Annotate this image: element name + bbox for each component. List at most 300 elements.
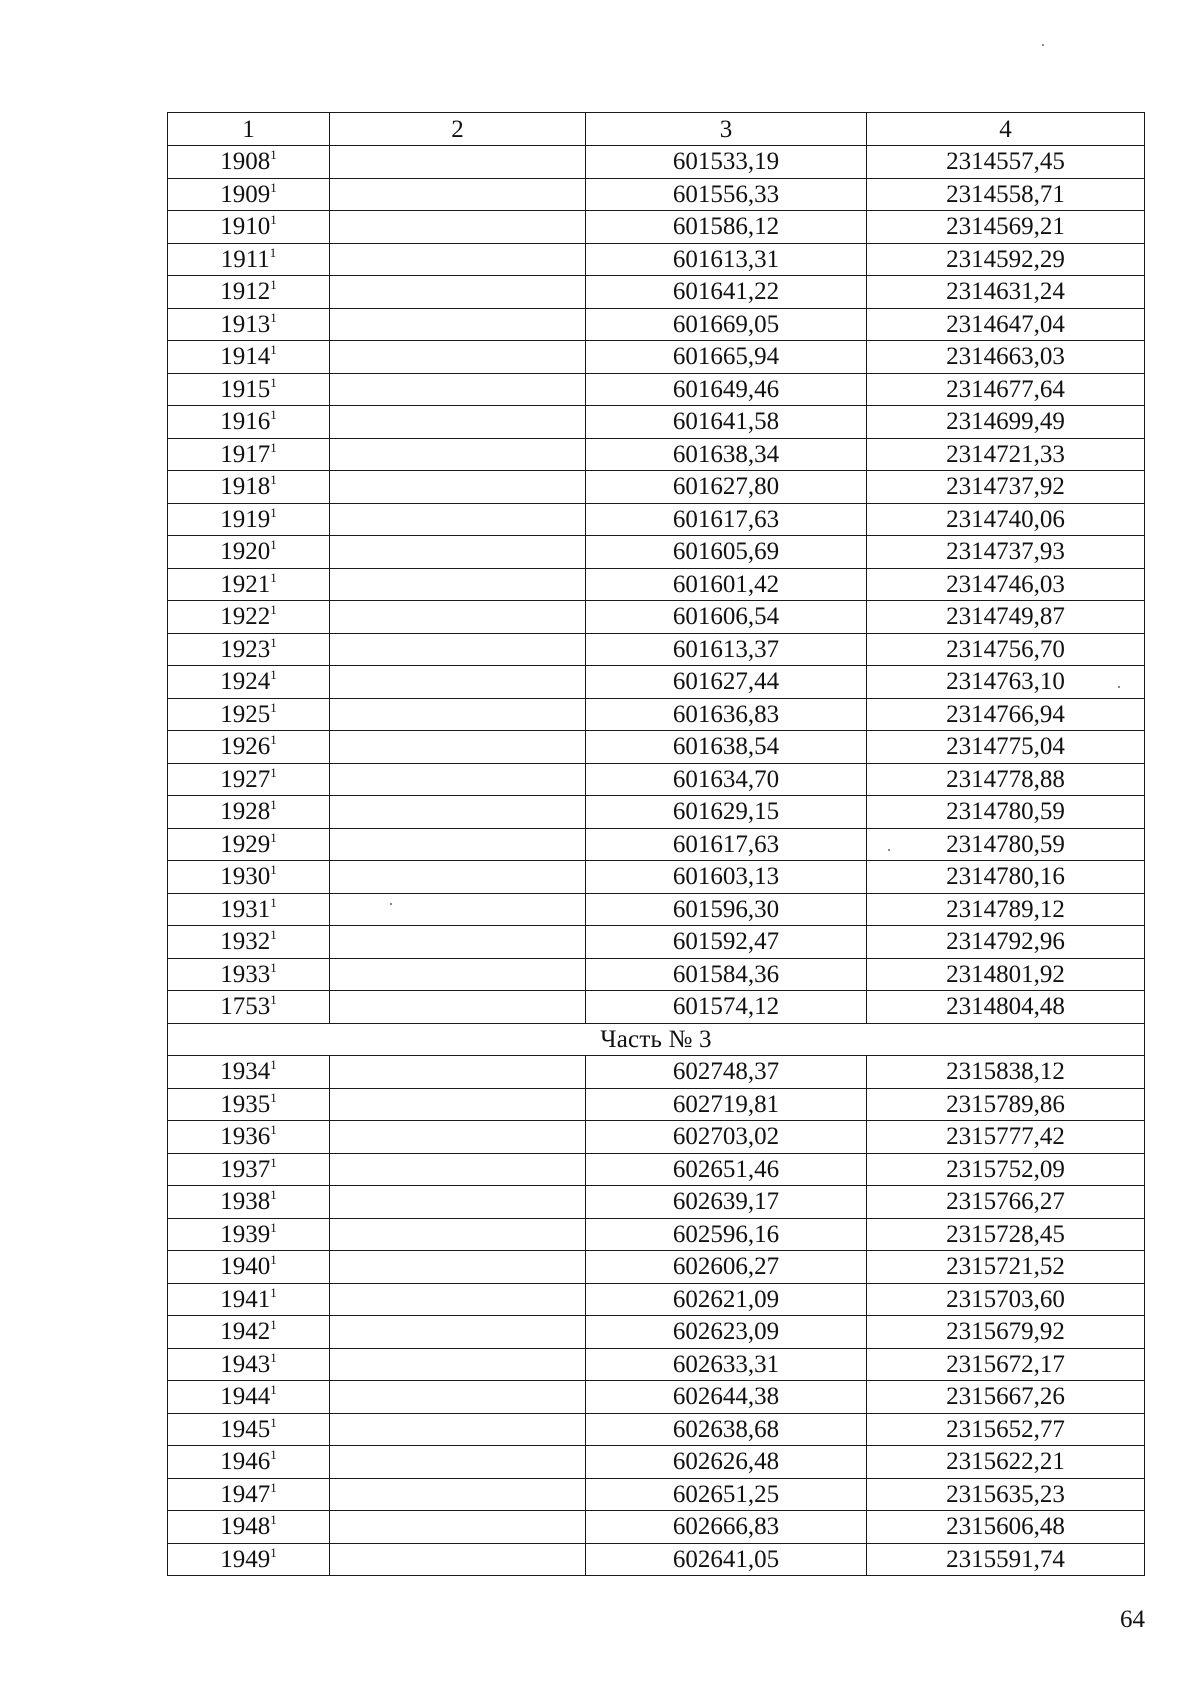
y-coordinate-cell: 2314677,64: [867, 373, 1145, 406]
point-number: 1938: [220, 1188, 271, 1216]
point-number-cell: [168, 828, 330, 861]
point-number: 1913: [220, 310, 271, 338]
point-number-cell: [168, 1543, 330, 1576]
point-number-cell: [168, 1381, 330, 1414]
x-coordinate-cell: 602633,31: [586, 1348, 867, 1381]
y-coordinate-cell: 2314780,16: [867, 861, 1145, 894]
section-header-row: [168, 1023, 1145, 1056]
point-number: 1911: [220, 245, 270, 273]
point-superscript: 1: [270, 992, 277, 1008]
point-superscript: 1: [270, 927, 277, 943]
column-header-y: 4: [867, 113, 1145, 146]
y-coordinate-cell: 2315622,21: [867, 1446, 1145, 1479]
y-coordinate-cell: 2315777,42: [867, 1121, 1145, 1154]
point-number: 1914: [220, 343, 271, 371]
description-cell: [330, 536, 586, 569]
table-row: [168, 666, 1145, 699]
point-number: 1915: [220, 375, 271, 403]
point-number-cell: [168, 893, 330, 926]
y-coordinate-cell: 2314699,49: [867, 406, 1145, 439]
description-cell: [330, 1121, 586, 1154]
description-cell: [330, 1186, 586, 1219]
description-cell: [330, 211, 586, 244]
point-superscript: 1: [270, 1544, 277, 1560]
point-superscript: 1: [270, 1219, 277, 1235]
table-row: [168, 926, 1145, 959]
description-cell: [330, 601, 586, 634]
point-number: 1917: [220, 440, 271, 468]
description-cell: [330, 568, 586, 601]
y-coordinate-cell: 2315721,52: [867, 1251, 1145, 1284]
description-cell: [330, 1381, 586, 1414]
point-number: 1945: [220, 1415, 271, 1443]
point-number: 1937: [220, 1155, 271, 1183]
table-row: [168, 308, 1145, 341]
description-cell: [330, 958, 586, 991]
x-coordinate-cell: 601669,05: [586, 308, 867, 341]
x-coordinate-cell: 601605,69: [586, 536, 867, 569]
description-cell: [330, 763, 586, 796]
point-superscript: 1: [270, 342, 277, 358]
point-number: 1927: [220, 765, 271, 793]
description-cell: [330, 861, 586, 894]
point-superscript: 1: [270, 732, 277, 748]
table-row: [168, 373, 1145, 406]
table-row: [168, 438, 1145, 471]
point-superscript: 1: [270, 1349, 277, 1365]
table-row: [168, 276, 1145, 309]
point-number-cell: [168, 568, 330, 601]
table-row: [168, 796, 1145, 829]
x-coordinate-cell: 602606,27: [586, 1251, 867, 1284]
point-superscript: 1: [270, 894, 277, 910]
point-superscript: 1: [270, 1089, 277, 1105]
description-cell: [330, 1478, 586, 1511]
point-number: 1934: [220, 1058, 271, 1086]
y-coordinate-cell: 2314789,12: [867, 893, 1145, 926]
table-row: [168, 1121, 1145, 1154]
description-cell: [330, 1088, 586, 1121]
table-row: [168, 1511, 1145, 1544]
x-coordinate-cell: 602641,05: [586, 1543, 867, 1576]
y-coordinate-cell: 2315789,86: [867, 1088, 1145, 1121]
x-coordinate-cell: 602703,02: [586, 1121, 867, 1154]
point-number-cell: [168, 1316, 330, 1349]
table-row: [168, 1316, 1145, 1349]
table-row: [168, 731, 1145, 764]
table-row: [168, 763, 1145, 796]
point-number-cell: [168, 276, 330, 309]
column-header-point: 1: [168, 113, 330, 146]
point-number-cell: [168, 536, 330, 569]
x-coordinate-cell: 602626,48: [586, 1446, 867, 1479]
point-superscript: 1: [270, 1057, 277, 1073]
y-coordinate-cell: 2314766,94: [867, 698, 1145, 731]
x-coordinate-cell: 601601,42: [586, 568, 867, 601]
y-coordinate-cell: 2314756,70: [867, 633, 1145, 666]
point-number: 1928: [220, 798, 271, 826]
x-coordinate-cell: 602638,68: [586, 1413, 867, 1446]
point-superscript: 1: [270, 277, 277, 293]
column-header-description: 2: [330, 113, 586, 146]
point-number-cell: [168, 503, 330, 536]
point-number-cell: [168, 471, 330, 504]
point-number-cell: [168, 1186, 330, 1219]
x-coordinate-cell: 601613,37: [586, 633, 867, 666]
point-number-cell: [168, 601, 330, 634]
description-cell: [330, 146, 586, 179]
point-number-cell: [168, 1056, 330, 1089]
point-number: 1935: [220, 1090, 271, 1118]
point-superscript: 1: [270, 147, 277, 163]
point-superscript: 1: [270, 1479, 277, 1495]
point-number: 1916: [220, 408, 271, 436]
x-coordinate-cell: 601584,36: [586, 958, 867, 991]
point-number: 1908: [220, 148, 271, 176]
x-coordinate-cell: 602719,81: [586, 1088, 867, 1121]
y-coordinate-cell: 2315672,17: [867, 1348, 1145, 1381]
point-number-cell: [168, 633, 330, 666]
x-coordinate-cell: 601603,13: [586, 861, 867, 894]
description-cell: [330, 178, 586, 211]
point-number-cell: [168, 1218, 330, 1251]
description-cell: [330, 1218, 586, 1251]
description-cell: [330, 1511, 586, 1544]
description-cell: [330, 731, 586, 764]
y-coordinate-cell: 2314663,03: [867, 341, 1145, 374]
point-number-cell: [168, 666, 330, 699]
point-superscript: 1: [270, 569, 277, 585]
point-number-cell: [168, 763, 330, 796]
x-coordinate-cell: 601638,54: [586, 731, 867, 764]
point-number-cell: [168, 1511, 330, 1544]
y-coordinate-cell: 2314804,48: [867, 991, 1145, 1024]
table-row: [168, 1283, 1145, 1316]
table-row: [168, 601, 1145, 634]
point-superscript: 1: [270, 407, 277, 423]
y-coordinate-cell: 2315838,12: [867, 1056, 1145, 1089]
point-number: 1948: [220, 1513, 271, 1541]
description-cell: [330, 1153, 586, 1186]
table-row: [168, 503, 1145, 536]
description-cell: [330, 1348, 586, 1381]
page-number: 64: [1120, 1606, 1145, 1633]
y-coordinate-cell: 2315752,09: [867, 1153, 1145, 1186]
point-number-cell: [168, 243, 330, 276]
point-number: 1933: [220, 960, 271, 988]
point-number: 1910: [220, 213, 271, 241]
point-number-cell: [168, 1446, 330, 1479]
table-row: [168, 1251, 1145, 1284]
y-coordinate-cell: 2314778,88: [867, 763, 1145, 796]
x-coordinate-cell: 601627,44: [586, 666, 867, 699]
table-row: [168, 536, 1145, 569]
x-coordinate-cell: 601596,30: [586, 893, 867, 926]
point-superscript: 1: [270, 1512, 277, 1528]
y-coordinate-cell: 2314557,45: [867, 146, 1145, 179]
scan-speck: [1118, 686, 1120, 688]
point-number: 1921: [220, 570, 271, 598]
coordinates-sheet: [167, 112, 1144, 1576]
x-coordinate-cell: 602621,09: [586, 1283, 867, 1316]
point-superscript: 1: [270, 699, 277, 715]
column-header-x: 3: [586, 113, 867, 146]
point-superscript: 1: [270, 1187, 277, 1203]
point-number: 1936: [220, 1123, 271, 1151]
y-coordinate-cell: 2315728,45: [867, 1218, 1145, 1251]
description-cell: [330, 471, 586, 504]
point-superscript: 1: [270, 1252, 277, 1268]
table-row: [168, 698, 1145, 731]
y-coordinate-cell: 2314746,03: [867, 568, 1145, 601]
x-coordinate-cell: 601592,47: [586, 926, 867, 959]
table-row: [168, 828, 1145, 861]
description-cell: [330, 1316, 586, 1349]
x-coordinate-cell: 601634,70: [586, 763, 867, 796]
y-coordinate-cell: 2314792,96: [867, 926, 1145, 959]
x-coordinate-cell: 602666,83: [586, 1511, 867, 1544]
y-coordinate-cell: 2314775,04: [867, 731, 1145, 764]
point-number: 1932: [220, 928, 271, 956]
coordinates-table-body: [168, 113, 1145, 1576]
point-number: 1918: [220, 473, 271, 501]
y-coordinate-cell: 2314569,21: [867, 211, 1145, 244]
point-number: 1924: [220, 668, 271, 696]
point-superscript: 1: [270, 472, 277, 488]
scan-speck: [1042, 44, 1044, 46]
x-coordinate-cell: 601636,83: [586, 698, 867, 731]
x-coordinate-cell: 601627,80: [586, 471, 867, 504]
description-cell: [330, 406, 586, 439]
x-coordinate-cell: 602748,37: [586, 1056, 867, 1089]
point-superscript: 1: [270, 797, 277, 813]
description-cell: [330, 1283, 586, 1316]
x-coordinate-cell: 601556,33: [586, 178, 867, 211]
column-number-header-row: [168, 113, 1145, 146]
coordinates-table: [167, 112, 1145, 1576]
table-row: [168, 991, 1145, 1024]
table-row: [168, 1056, 1145, 1089]
point-number-cell: [168, 1088, 330, 1121]
point-number-cell: [168, 146, 330, 179]
point-superscript: 1: [270, 667, 277, 683]
point-number: 1753: [220, 993, 271, 1021]
x-coordinate-cell: 601641,22: [586, 276, 867, 309]
x-coordinate-cell: 601665,94: [586, 341, 867, 374]
x-coordinate-cell: 601638,34: [586, 438, 867, 471]
table-row: [168, 1153, 1145, 1186]
point-number: 1922: [220, 603, 271, 631]
point-superscript: 1: [270, 634, 277, 650]
point-number: 1942: [220, 1318, 271, 1346]
point-number: 1909: [220, 180, 271, 208]
description-cell: [330, 633, 586, 666]
point-number-cell: [168, 438, 330, 471]
point-number: 1940: [220, 1253, 271, 1281]
point-number: 1919: [220, 505, 271, 533]
point-superscript: 1: [270, 1447, 277, 1463]
table-row: [168, 243, 1145, 276]
point-superscript: 1: [270, 1154, 277, 1170]
point-superscript: 1: [269, 244, 277, 260]
y-coordinate-cell: 2314740,06: [867, 503, 1145, 536]
point-number-cell: [168, 178, 330, 211]
x-coordinate-cell: 602639,17: [586, 1186, 867, 1219]
section-title: Часть № 3: [168, 1023, 1145, 1056]
description-cell: [330, 503, 586, 536]
x-coordinate-cell: 601617,63: [586, 503, 867, 536]
table-row: [168, 893, 1145, 926]
y-coordinate-cell: 2314558,71: [867, 178, 1145, 211]
y-coordinate-cell: 2314801,92: [867, 958, 1145, 991]
point-number-cell: [168, 1121, 330, 1154]
description-cell: [330, 991, 586, 1024]
x-coordinate-cell: 602644,38: [586, 1381, 867, 1414]
point-superscript: 1: [270, 764, 277, 780]
point-number-cell: [168, 731, 330, 764]
point-number: 1926: [220, 733, 271, 761]
table-row: [168, 1446, 1145, 1479]
y-coordinate-cell: 2315766,27: [867, 1186, 1145, 1219]
table-row: [168, 1348, 1145, 1381]
description-cell: [330, 1056, 586, 1089]
point-superscript: 1: [270, 862, 277, 878]
x-coordinate-cell: 601574,12: [586, 991, 867, 1024]
y-coordinate-cell: 2314749,87: [867, 601, 1145, 634]
y-coordinate-cell: 2315635,23: [867, 1478, 1145, 1511]
point-superscript: 1: [270, 1382, 277, 1398]
point-number: 1925: [220, 700, 271, 728]
x-coordinate-cell: 602651,46: [586, 1153, 867, 1186]
table-row: [168, 178, 1145, 211]
point-number: 1923: [220, 635, 271, 663]
table-row: [168, 568, 1145, 601]
y-coordinate-cell: 2314737,93: [867, 536, 1145, 569]
point-superscript: 1: [270, 1414, 277, 1430]
point-number: 1929: [220, 830, 271, 858]
x-coordinate-cell: 601649,46: [586, 373, 867, 406]
table-row: [168, 146, 1145, 179]
point-number-cell: [168, 406, 330, 439]
description-cell: [330, 926, 586, 959]
x-coordinate-cell: 601629,15: [586, 796, 867, 829]
y-coordinate-cell: 2314592,29: [867, 243, 1145, 276]
y-coordinate-cell: 2314780,59: [867, 828, 1145, 861]
point-superscript: 1: [270, 959, 277, 975]
table-row: [168, 406, 1145, 439]
description-cell: [330, 308, 586, 341]
point-number-cell: [168, 958, 330, 991]
description-cell: [330, 438, 586, 471]
point-superscript: 1: [270, 504, 277, 520]
table-row: [168, 471, 1145, 504]
description-cell: [330, 1251, 586, 1284]
table-row: [168, 1218, 1145, 1251]
description-cell: [330, 828, 586, 861]
point-number-cell: [168, 373, 330, 406]
point-superscript: 1: [270, 212, 277, 228]
description-cell: [330, 666, 586, 699]
y-coordinate-cell: 2315591,74: [867, 1543, 1145, 1576]
point-superscript: 1: [270, 309, 277, 325]
point-number-cell: [168, 698, 330, 731]
y-coordinate-cell: 2314631,24: [867, 276, 1145, 309]
table-row: [168, 861, 1145, 894]
table-row: [168, 1478, 1145, 1511]
x-coordinate-cell: 601533,19: [586, 146, 867, 179]
x-coordinate-cell: 601641,58: [586, 406, 867, 439]
table-row: [168, 1381, 1145, 1414]
description-cell: [330, 796, 586, 829]
point-superscript: 1: [270, 829, 277, 845]
y-coordinate-cell: 2315606,48: [867, 1511, 1145, 1544]
scan-speck: [888, 849, 890, 851]
point-superscript: 1: [270, 439, 277, 455]
description-cell: [330, 893, 586, 926]
table-row: [168, 633, 1145, 666]
point-superscript: 1: [270, 1317, 277, 1333]
description-cell: [330, 1413, 586, 1446]
point-superscript: 1: [270, 1122, 277, 1138]
point-number-cell: [168, 1153, 330, 1186]
point-number-cell: [168, 1478, 330, 1511]
point-superscript: 1: [270, 1284, 277, 1300]
x-coordinate-cell: 602596,16: [586, 1218, 867, 1251]
y-coordinate-cell: 2314647,04: [867, 308, 1145, 341]
description-cell: [330, 1543, 586, 1576]
point-number: 1930: [220, 863, 271, 891]
point-number: 1920: [220, 538, 271, 566]
y-coordinate-cell: 2314737,92: [867, 471, 1145, 504]
y-coordinate-cell: 2314721,33: [867, 438, 1145, 471]
x-coordinate-cell: 601617,63: [586, 828, 867, 861]
table-row: [168, 211, 1145, 244]
point-number-cell: [168, 1251, 330, 1284]
table-row: [168, 1543, 1145, 1576]
y-coordinate-cell: 2315679,92: [867, 1316, 1145, 1349]
point-number: 1949: [220, 1545, 271, 1573]
description-cell: [330, 1446, 586, 1479]
point-number: 1943: [220, 1350, 271, 1378]
point-number-cell: [168, 926, 330, 959]
table-row: [168, 1186, 1145, 1219]
point-number: 1941: [220, 1285, 271, 1313]
table-row: [168, 1088, 1145, 1121]
description-cell: [330, 341, 586, 374]
description-cell: [330, 243, 586, 276]
x-coordinate-cell: 601613,31: [586, 243, 867, 276]
table-row: [168, 1413, 1145, 1446]
point-number-cell: [168, 308, 330, 341]
point-superscript: 1: [270, 374, 277, 390]
point-superscript: 1: [270, 537, 277, 553]
description-cell: [330, 373, 586, 406]
point-superscript: 1: [270, 602, 277, 618]
y-coordinate-cell: 2315667,26: [867, 1381, 1145, 1414]
point-number-cell: [168, 861, 330, 894]
point-number-cell: [168, 211, 330, 244]
y-coordinate-cell: 2314780,59: [867, 796, 1145, 829]
scan-speck: [390, 903, 392, 905]
y-coordinate-cell: 2315652,77: [867, 1413, 1145, 1446]
point-number: 1946: [220, 1448, 271, 1476]
point-number: 1912: [220, 278, 271, 306]
table-row: [168, 341, 1145, 374]
point-number: 1947: [220, 1480, 271, 1508]
point-number-cell: [168, 1283, 330, 1316]
x-coordinate-cell: 601586,12: [586, 211, 867, 244]
point-number-cell: [168, 1413, 330, 1446]
